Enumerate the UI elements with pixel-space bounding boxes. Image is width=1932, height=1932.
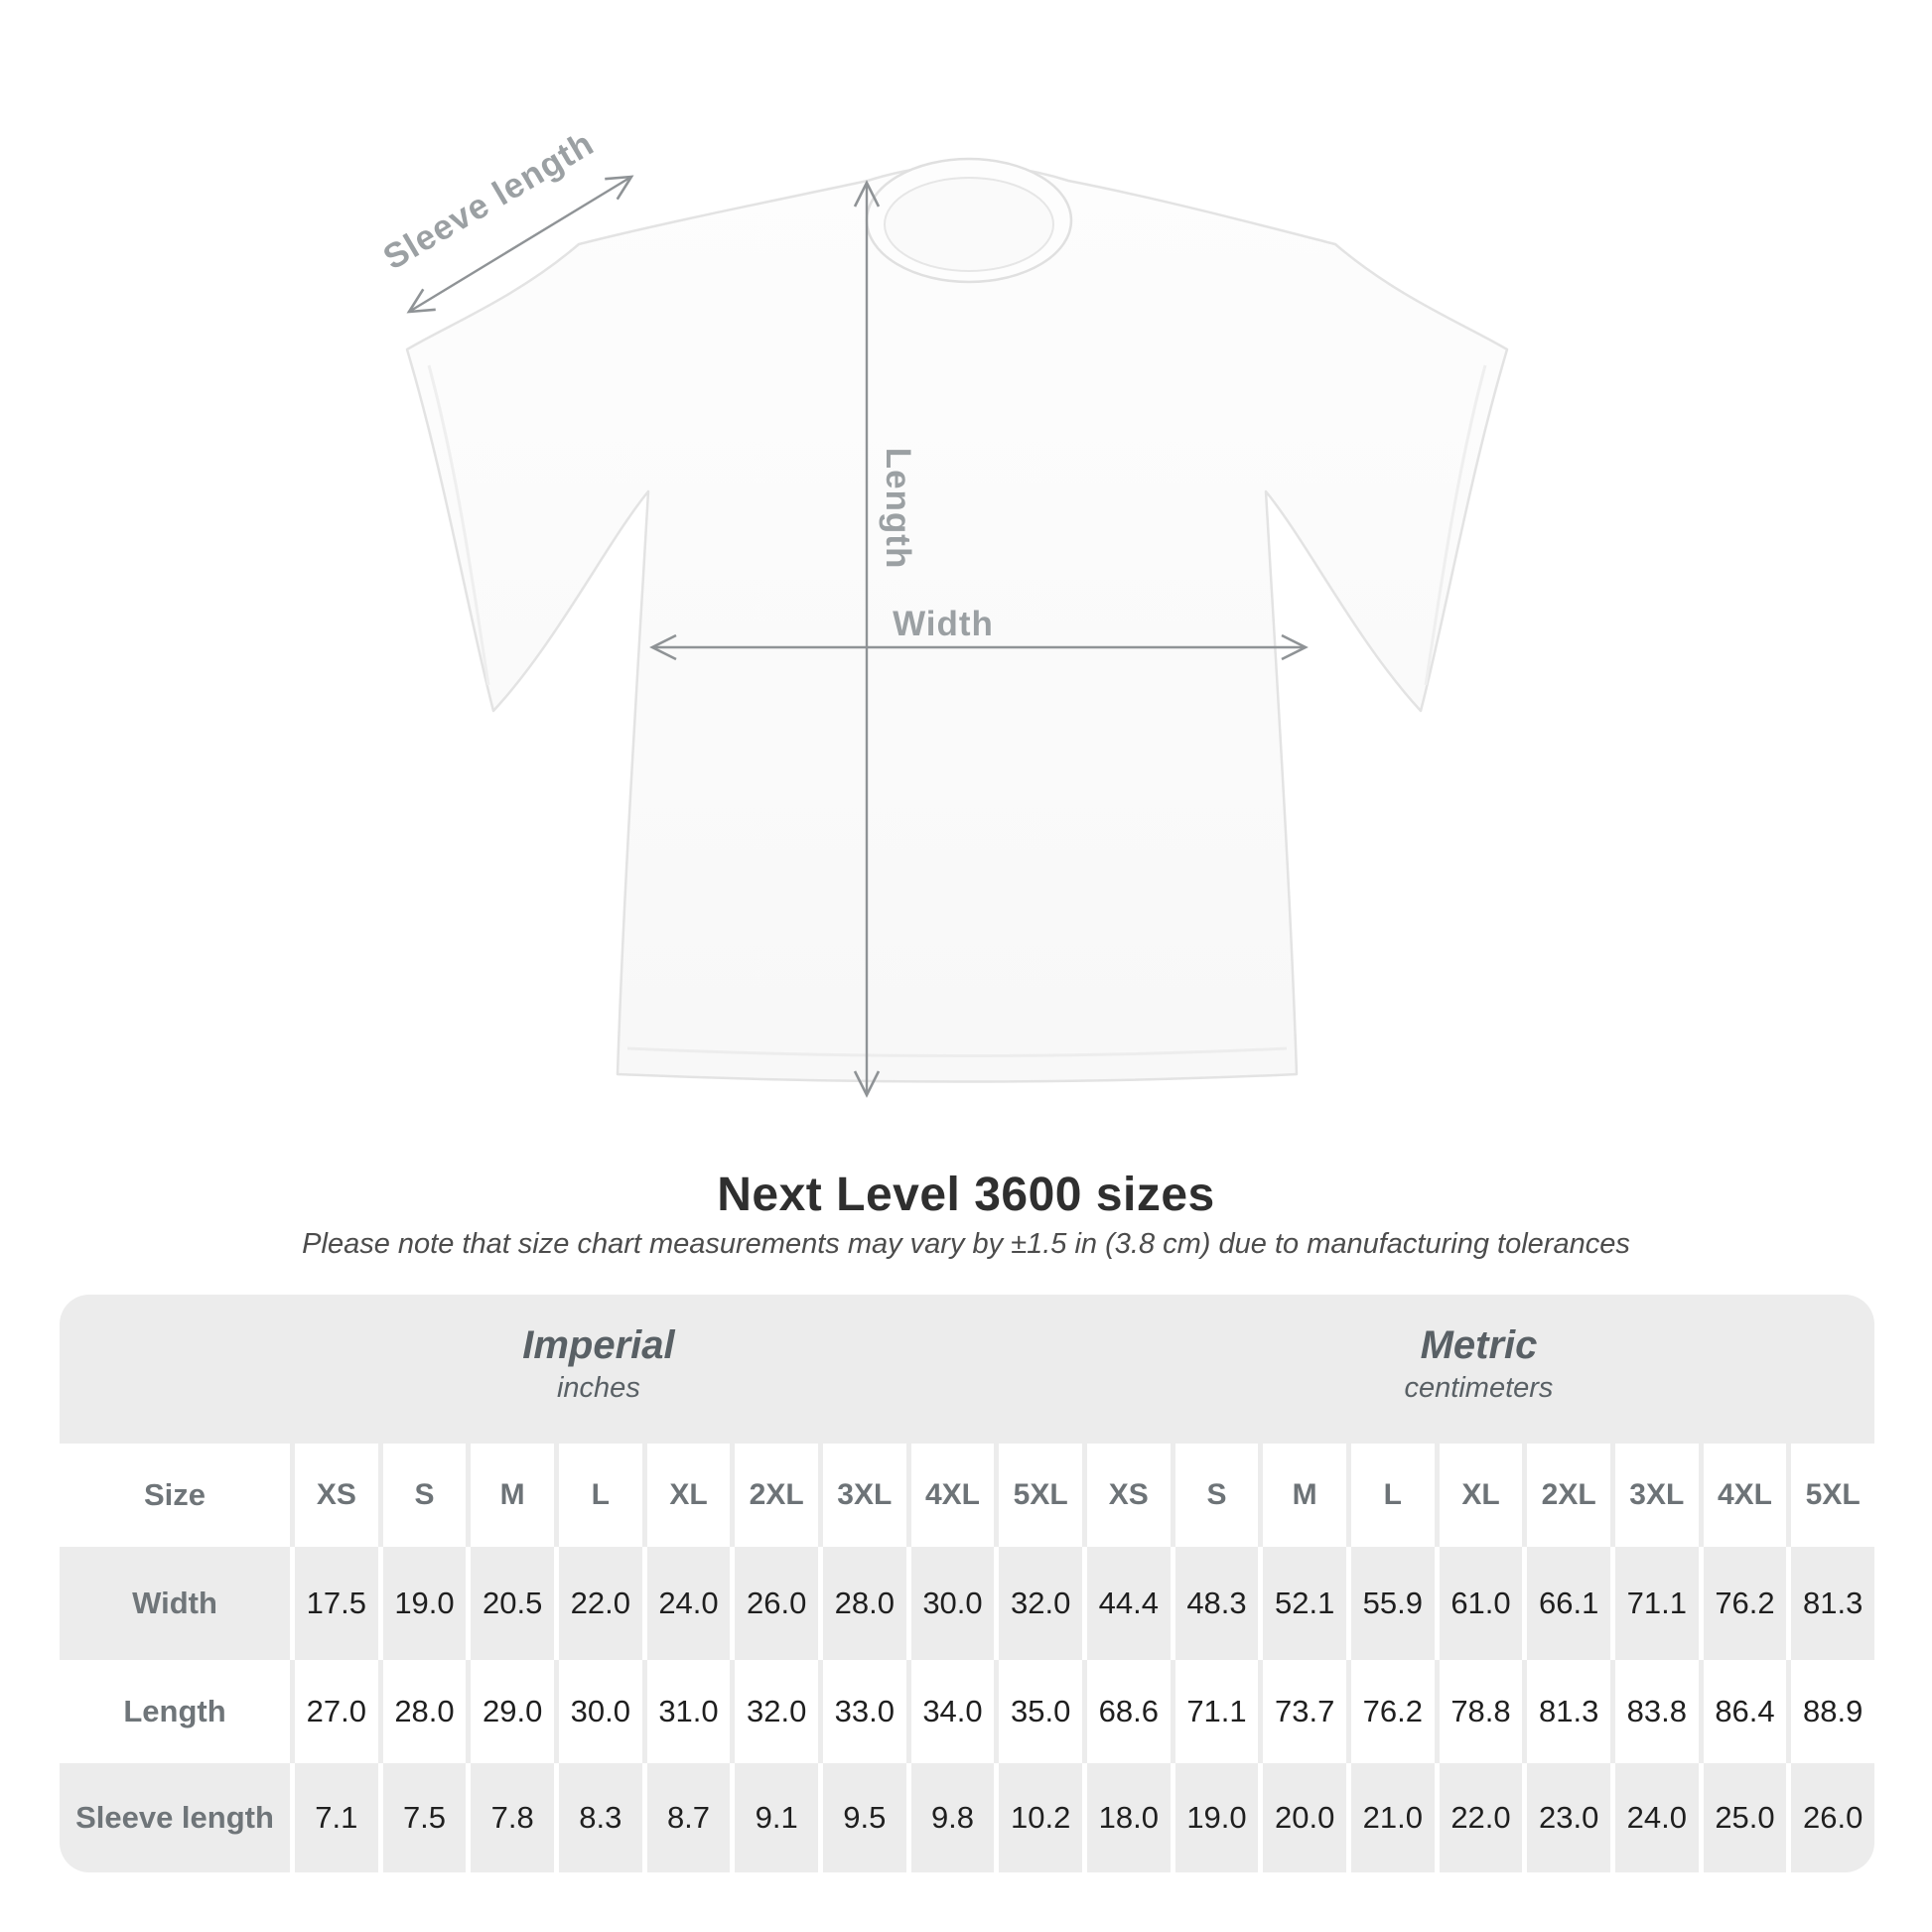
- page-title: Next Level 3600 sizes: [717, 1169, 1215, 1221]
- imperial-value-cell: 35.0: [994, 1660, 1082, 1763]
- metric-value-cell: 22.0: [1435, 1763, 1523, 1872]
- imperial-label: Imperial: [522, 1323, 675, 1367]
- size-column-imperial-4xl: 4XL: [906, 1444, 995, 1547]
- size-column-metric-xl: XL: [1435, 1444, 1523, 1547]
- imperial-value-cell: 28.0: [818, 1547, 906, 1660]
- metric-value-cell: 88.9: [1786, 1660, 1874, 1763]
- metric-value-cell: 19.0: [1171, 1763, 1259, 1872]
- imperial-value-cell: 19.0: [378, 1547, 467, 1660]
- metric-value-cell: 81.3: [1786, 1547, 1874, 1660]
- imperial-value-cell: 34.0: [906, 1660, 995, 1763]
- size-column-metric-xs: XS: [1082, 1444, 1171, 1547]
- row-label: Width: [60, 1547, 290, 1660]
- size-column-metric-3xl: 3XL: [1610, 1444, 1699, 1547]
- imperial-value-cell: 9.1: [730, 1763, 818, 1872]
- imperial-value-cell: 30.0: [554, 1660, 642, 1763]
- imperial-value-cell: 7.5: [378, 1763, 467, 1872]
- imperial-value-cell: 28.0: [378, 1660, 467, 1763]
- size-column-imperial-3xl: 3XL: [818, 1444, 906, 1547]
- size-column-imperial-l: L: [554, 1444, 642, 1547]
- size-column-metric-2xl: 2XL: [1522, 1444, 1610, 1547]
- size-header-cell: Size: [60, 1444, 290, 1547]
- imperial-value-cell: 24.0: [642, 1547, 731, 1660]
- length-label: Length: [879, 447, 917, 570]
- size-column-imperial-xl: XL: [642, 1444, 731, 1547]
- measurement-row-sleeve-length: [60, 1763, 1874, 1872]
- metric-value-cell: 24.0: [1610, 1763, 1699, 1872]
- metric-value-cell: 73.7: [1258, 1660, 1346, 1763]
- sleeve-length-label: Sleeve length: [376, 123, 601, 278]
- imperial-value-cell: 8.3: [554, 1763, 642, 1872]
- imperial-value-cell: 22.0: [554, 1547, 642, 1660]
- metric-value-cell: 25.0: [1699, 1763, 1787, 1872]
- size-table-rows: [60, 1444, 1874, 1872]
- metric-value-cell: 44.4: [1082, 1547, 1171, 1660]
- size-column-metric-s: S: [1171, 1444, 1259, 1547]
- imperial-value-cell: 26.0: [730, 1547, 818, 1660]
- width-label: Width: [893, 605, 994, 643]
- imperial-value-cell: 9.5: [818, 1763, 906, 1872]
- imperial-value-cell: 10.2: [994, 1763, 1082, 1872]
- imperial-value-cell: 30.0: [906, 1547, 995, 1660]
- metric-value-cell: 21.0: [1346, 1763, 1435, 1872]
- metric-value-cell: 66.1: [1522, 1547, 1610, 1660]
- imperial-value-cell: 9.8: [906, 1763, 995, 1872]
- metric-value-cell: 86.4: [1699, 1660, 1787, 1763]
- metric-value-cell: 26.0: [1786, 1763, 1874, 1872]
- metric-value-cell: 61.0: [1435, 1547, 1523, 1660]
- imperial-value-cell: 8.7: [642, 1763, 731, 1872]
- metric-value-cell: 76.2: [1699, 1547, 1787, 1660]
- imperial-value-cell: 33.0: [818, 1660, 906, 1763]
- metric-value-cell: 71.1: [1171, 1660, 1259, 1763]
- imperial-unit-label: inches: [556, 1372, 640, 1404]
- imperial-value-cell: 32.0: [994, 1547, 1082, 1660]
- size-column-imperial-xs: XS: [290, 1444, 378, 1547]
- metric-value-cell: 76.2: [1346, 1660, 1435, 1763]
- measurement-row-length: [60, 1660, 1874, 1763]
- size-column-metric-5xl: 5XL: [1786, 1444, 1874, 1547]
- metric-value-cell: 71.1: [1610, 1547, 1699, 1660]
- metric-value-cell: 68.6: [1082, 1660, 1171, 1763]
- size-column-imperial-2xl: 2XL: [730, 1444, 818, 1547]
- measurement-row-width: [60, 1547, 1874, 1660]
- imperial-value-cell: 27.0: [290, 1660, 378, 1763]
- imperial-value-cell: 7.8: [466, 1763, 554, 1872]
- metric-value-cell: 18.0: [1082, 1763, 1171, 1872]
- size-column-imperial-5xl: 5XL: [994, 1444, 1082, 1547]
- size-column-metric-m: M: [1258, 1444, 1346, 1547]
- metric-label: Metric: [1420, 1323, 1538, 1367]
- size-column-metric-4xl: 4XL: [1699, 1444, 1787, 1547]
- imperial-value-cell: 7.1: [290, 1763, 378, 1872]
- metric-value-cell: 48.3: [1171, 1547, 1259, 1660]
- row-label: Length: [60, 1660, 290, 1763]
- metric-section-header: [1405, 1322, 1554, 1408]
- imperial-value-cell: 20.5: [466, 1547, 554, 1660]
- unit-header-band: [60, 1295, 1874, 1444]
- tolerance-note: Please note that size chart measurements may vary by ±1.5 in (3.8 cm) due to manufacturing tolerances: [302, 1228, 1630, 1260]
- metric-value-cell: 55.9: [1346, 1547, 1435, 1660]
- imperial-section-header: [522, 1322, 674, 1408]
- metric-value-cell: 81.3: [1522, 1660, 1610, 1763]
- size-column-imperial-m: M: [466, 1444, 554, 1547]
- metric-value-cell: 23.0: [1522, 1763, 1610, 1872]
- row-label: Sleeve length: [60, 1763, 290, 1872]
- imperial-value-cell: 29.0: [466, 1660, 554, 1763]
- size-table: [60, 1295, 1874, 1872]
- imperial-value-cell: 31.0: [642, 1660, 731, 1763]
- imperial-value-cell: 17.5: [290, 1547, 378, 1660]
- metric-value-cell: 78.8: [1435, 1660, 1523, 1763]
- size-column-imperial-s: S: [378, 1444, 467, 1547]
- metric-value-cell: 83.8: [1610, 1660, 1699, 1763]
- collar-inner: [885, 178, 1053, 271]
- metric-unit-label: centimeters: [1404, 1372, 1554, 1404]
- size-header-row: [60, 1444, 1874, 1547]
- metric-value-cell: 20.0: [1258, 1763, 1346, 1872]
- metric-value-cell: 52.1: [1258, 1547, 1346, 1660]
- imperial-value-cell: 32.0: [730, 1660, 818, 1763]
- size-column-metric-l: L: [1346, 1444, 1435, 1547]
